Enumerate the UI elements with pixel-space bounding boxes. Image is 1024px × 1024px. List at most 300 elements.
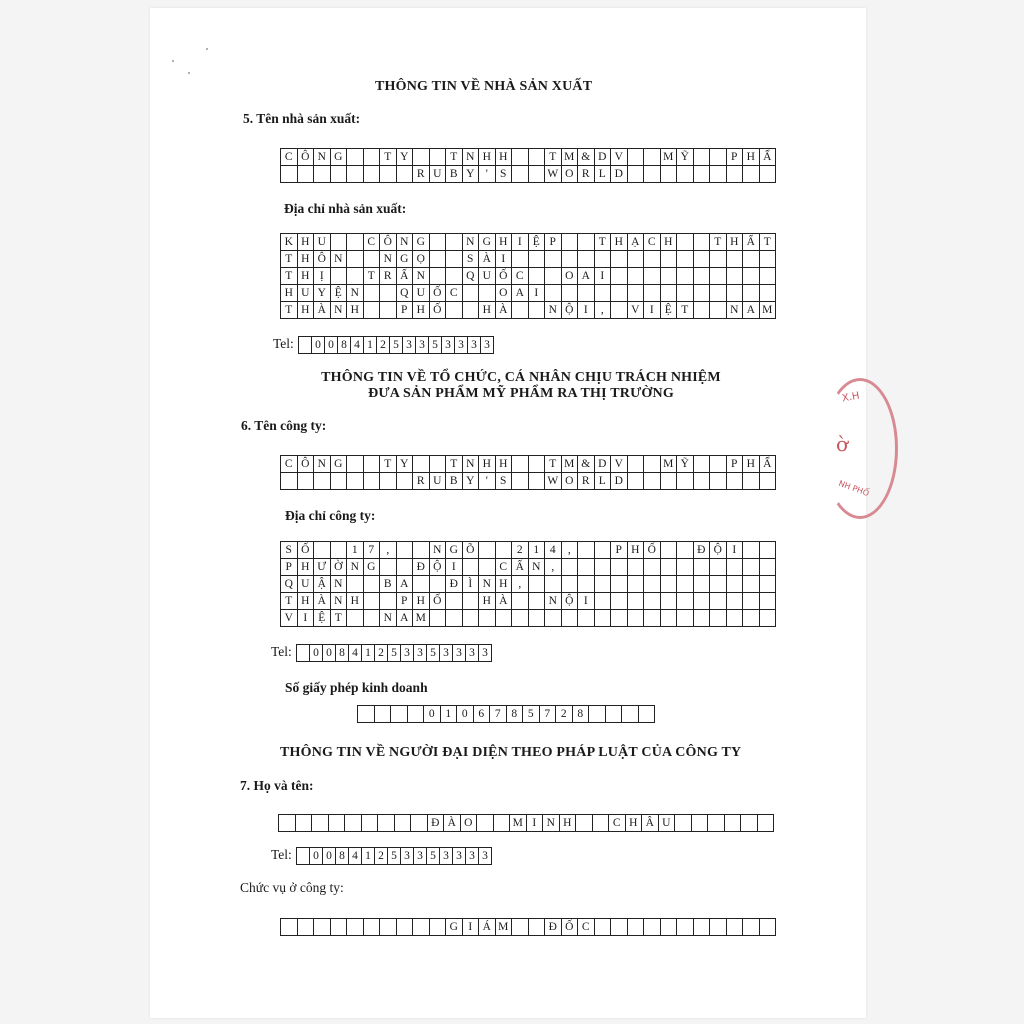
char-box: 8 bbox=[335, 847, 349, 865]
char-box bbox=[280, 472, 298, 490]
char-box bbox=[493, 814, 511, 832]
char-box: , bbox=[379, 541, 397, 559]
char-box bbox=[742, 472, 760, 490]
char-box bbox=[594, 918, 612, 936]
char-box: I bbox=[528, 284, 546, 302]
char-box: H bbox=[478, 592, 496, 610]
char-box: H bbox=[346, 592, 364, 610]
char-box: O bbox=[460, 814, 478, 832]
char-box bbox=[396, 541, 414, 559]
char-box bbox=[313, 918, 331, 936]
char-box: Ư bbox=[313, 558, 331, 576]
char-box: B bbox=[445, 165, 463, 183]
char-box: 3 bbox=[452, 847, 466, 865]
char-box: T bbox=[363, 267, 381, 285]
char-box bbox=[693, 284, 711, 302]
char-box bbox=[577, 609, 595, 627]
char-box: 2 bbox=[374, 644, 388, 662]
char-box: C bbox=[280, 148, 298, 166]
char-box bbox=[726, 250, 744, 268]
char-box: , bbox=[561, 541, 579, 559]
char-box bbox=[643, 250, 661, 268]
char-box: P bbox=[396, 301, 414, 319]
char-box: Ố bbox=[429, 301, 447, 319]
char-box: Q bbox=[280, 575, 298, 593]
char-box bbox=[643, 918, 661, 936]
char-box bbox=[577, 284, 595, 302]
char-box: À bbox=[313, 301, 331, 319]
char-box: O bbox=[495, 284, 513, 302]
char-box: 3 bbox=[465, 847, 479, 865]
char-box: & bbox=[577, 148, 595, 166]
char-box bbox=[709, 250, 727, 268]
char-box: N bbox=[429, 541, 447, 559]
char-box: H bbox=[297, 592, 315, 610]
char-box bbox=[638, 705, 656, 723]
char-box bbox=[627, 165, 645, 183]
business-license-value bbox=[357, 705, 655, 723]
char-box bbox=[594, 609, 612, 627]
char-box bbox=[660, 575, 678, 593]
char-box: P bbox=[726, 148, 744, 166]
char-box bbox=[330, 472, 348, 490]
char-box bbox=[709, 267, 727, 285]
char-box: N bbox=[346, 284, 364, 302]
char-box bbox=[660, 592, 678, 610]
char-box bbox=[627, 472, 645, 490]
stamp-text-bottom: NH PHỐ bbox=[837, 478, 871, 499]
char-box: H bbox=[627, 541, 645, 559]
char-box bbox=[693, 609, 711, 627]
char-box: G bbox=[396, 250, 414, 268]
char-box: T bbox=[280, 250, 298, 268]
char-box: T bbox=[544, 455, 562, 473]
char-box bbox=[298, 336, 312, 354]
char-box bbox=[759, 541, 777, 559]
char-box bbox=[313, 472, 331, 490]
char-box: T bbox=[379, 148, 397, 166]
char-box bbox=[693, 575, 711, 593]
char-box bbox=[394, 814, 412, 832]
char-box: Q bbox=[396, 284, 414, 302]
char-box bbox=[363, 918, 381, 936]
char-box bbox=[561, 284, 579, 302]
speck bbox=[188, 72, 190, 74]
char-box: Y bbox=[462, 165, 480, 183]
char-box bbox=[742, 592, 760, 610]
char-box bbox=[610, 558, 628, 576]
char-box bbox=[511, 148, 529, 166]
speck bbox=[206, 48, 208, 50]
char-box bbox=[643, 575, 661, 593]
company-tel-label: Tel: bbox=[271, 644, 292, 659]
company-address-row-5 bbox=[280, 609, 776, 627]
char-box bbox=[676, 575, 694, 593]
char-box: C bbox=[363, 233, 381, 251]
char-box: N bbox=[379, 250, 397, 268]
char-box: 3 bbox=[465, 644, 479, 662]
char-box bbox=[511, 918, 529, 936]
char-box: O bbox=[561, 267, 579, 285]
char-box: , bbox=[594, 301, 612, 319]
char-box bbox=[346, 165, 364, 183]
char-box: I bbox=[643, 301, 661, 319]
char-box bbox=[693, 592, 711, 610]
char-box: 3 bbox=[478, 847, 492, 865]
char-box bbox=[709, 592, 727, 610]
position-label: Chức vụ ở công ty: bbox=[240, 880, 344, 895]
manufacturer-tel-label: Tel: bbox=[273, 336, 294, 351]
char-box bbox=[709, 165, 727, 183]
char-box bbox=[726, 575, 744, 593]
char-box bbox=[462, 609, 480, 627]
char-box bbox=[709, 472, 727, 490]
char-box bbox=[742, 165, 760, 183]
char-box: 8 bbox=[337, 336, 351, 354]
char-box: T bbox=[280, 267, 298, 285]
char-box bbox=[726, 592, 744, 610]
char-box: L bbox=[594, 165, 612, 183]
char-box bbox=[676, 233, 694, 251]
char-box: N bbox=[330, 301, 348, 319]
char-box bbox=[742, 541, 760, 559]
char-box: G bbox=[478, 233, 496, 251]
char-box bbox=[528, 575, 546, 593]
char-box: 1 bbox=[528, 541, 546, 559]
char-box bbox=[726, 165, 744, 183]
char-box: 0 bbox=[423, 705, 441, 723]
char-box bbox=[627, 284, 645, 302]
char-box bbox=[363, 592, 381, 610]
char-box: M bbox=[412, 609, 430, 627]
char-box bbox=[528, 165, 546, 183]
char-box bbox=[379, 918, 397, 936]
char-box bbox=[544, 609, 562, 627]
char-box: R bbox=[577, 472, 595, 490]
char-box bbox=[759, 165, 777, 183]
char-box bbox=[759, 472, 777, 490]
char-box: R bbox=[412, 472, 430, 490]
char-box: M bbox=[660, 455, 678, 473]
manufacturer-address-row-4 bbox=[280, 284, 776, 302]
char-box: H bbox=[412, 592, 430, 610]
char-box bbox=[445, 250, 463, 268]
char-box bbox=[561, 575, 579, 593]
char-box: 7 bbox=[489, 705, 507, 723]
char-box: I bbox=[495, 250, 513, 268]
char-box bbox=[379, 592, 397, 610]
char-box: 1 bbox=[440, 705, 458, 723]
char-box: & bbox=[577, 455, 595, 473]
char-box bbox=[610, 575, 628, 593]
char-box bbox=[330, 541, 348, 559]
char-box: Ệ bbox=[313, 609, 331, 627]
char-box: H bbox=[495, 455, 513, 473]
char-box bbox=[709, 301, 727, 319]
char-box: N bbox=[313, 148, 331, 166]
char-box: 8 bbox=[506, 705, 524, 723]
char-box bbox=[742, 267, 760, 285]
char-box bbox=[594, 558, 612, 576]
company-address-row-4 bbox=[280, 592, 776, 610]
char-box bbox=[693, 918, 711, 936]
char-box: I bbox=[526, 814, 544, 832]
char-box bbox=[759, 267, 777, 285]
char-box: K bbox=[280, 233, 298, 251]
char-box bbox=[429, 250, 447, 268]
char-box: V bbox=[280, 609, 298, 627]
char-box: 5 bbox=[426, 644, 440, 662]
representative-name-value bbox=[278, 814, 774, 832]
char-box: Â bbox=[641, 814, 659, 832]
char-box bbox=[297, 472, 315, 490]
char-box: N bbox=[528, 558, 546, 576]
char-box: 1 bbox=[361, 644, 375, 662]
char-box: 7 bbox=[539, 705, 557, 723]
char-box bbox=[676, 284, 694, 302]
section7-heading: THÔNG TIN VỀ NGƯỜI ĐẠI DIỆN THEO PHÁP LUẬT CỦA CÔNG TY bbox=[280, 745, 742, 760]
char-box: P bbox=[396, 592, 414, 610]
char-box bbox=[280, 918, 298, 936]
char-box: U bbox=[297, 575, 315, 593]
char-box: Ấ bbox=[396, 267, 414, 285]
char-box: H bbox=[495, 148, 513, 166]
char-box bbox=[759, 609, 777, 627]
char-box: N bbox=[396, 233, 414, 251]
char-box: I bbox=[594, 267, 612, 285]
char-box: T bbox=[445, 455, 463, 473]
char-box bbox=[445, 233, 463, 251]
char-box bbox=[528, 918, 546, 936]
char-box bbox=[709, 558, 727, 576]
char-box: R bbox=[379, 267, 397, 285]
char-box: Ộ bbox=[709, 541, 727, 559]
char-box: N bbox=[726, 301, 744, 319]
char-box: I bbox=[462, 918, 480, 936]
char-box: 5 bbox=[389, 336, 403, 354]
char-box bbox=[561, 609, 579, 627]
char-box: B bbox=[445, 472, 463, 490]
char-box: Ệ bbox=[330, 284, 348, 302]
char-box bbox=[330, 233, 348, 251]
char-box bbox=[280, 165, 298, 183]
char-box bbox=[544, 250, 562, 268]
char-box bbox=[643, 455, 661, 473]
char-box: Ô bbox=[313, 250, 331, 268]
char-box bbox=[313, 541, 331, 559]
char-box bbox=[511, 165, 529, 183]
char-box: Ệ bbox=[660, 301, 678, 319]
char-box: Đ bbox=[693, 541, 711, 559]
char-box bbox=[676, 472, 694, 490]
char-box: 3 bbox=[454, 336, 468, 354]
char-box bbox=[660, 558, 678, 576]
char-box: N bbox=[544, 301, 562, 319]
char-box: 1 bbox=[361, 847, 375, 865]
speck bbox=[172, 60, 174, 62]
representative-tel-value bbox=[296, 847, 492, 865]
stamp-text-center: ờ bbox=[836, 432, 849, 456]
char-box: N bbox=[330, 250, 348, 268]
char-box bbox=[429, 455, 447, 473]
char-box bbox=[676, 592, 694, 610]
char-box bbox=[660, 284, 678, 302]
char-box bbox=[610, 918, 628, 936]
char-box bbox=[627, 592, 645, 610]
char-box: ' bbox=[478, 165, 496, 183]
company-name-row-1 bbox=[280, 455, 776, 473]
char-box: P bbox=[280, 558, 298, 576]
char-box: Ọ bbox=[412, 250, 430, 268]
company-address-label: Địa chỉ công ty: bbox=[285, 508, 376, 523]
char-box: Ô bbox=[297, 455, 315, 473]
char-box: À bbox=[443, 814, 461, 832]
char-box bbox=[610, 250, 628, 268]
char-box bbox=[445, 609, 463, 627]
char-box: I bbox=[726, 541, 744, 559]
char-box bbox=[396, 558, 414, 576]
char-box bbox=[643, 148, 661, 166]
section6-heading-line2: ĐƯA SẢN PHẨM MỸ PHẨM RA THỊ TRƯỜNG bbox=[368, 386, 674, 401]
char-box: , bbox=[544, 558, 562, 576]
char-box bbox=[528, 250, 546, 268]
char-box bbox=[429, 575, 447, 593]
char-box: W bbox=[544, 165, 562, 183]
char-box: C bbox=[608, 814, 626, 832]
char-box bbox=[528, 455, 546, 473]
char-box: Ố bbox=[561, 918, 579, 936]
char-box bbox=[363, 455, 381, 473]
char-box: Ậ bbox=[313, 575, 331, 593]
char-box bbox=[660, 267, 678, 285]
char-box: R bbox=[577, 165, 595, 183]
char-box: Ố bbox=[429, 592, 447, 610]
char-box: U bbox=[429, 165, 447, 183]
char-box: Y bbox=[313, 284, 331, 302]
char-box: Y bbox=[462, 472, 480, 490]
char-box bbox=[693, 267, 711, 285]
char-box bbox=[462, 301, 480, 319]
char-box bbox=[643, 609, 661, 627]
char-box: I bbox=[297, 609, 315, 627]
company-tel-value bbox=[296, 644, 492, 662]
char-box: S bbox=[495, 165, 513, 183]
char-box: 3 bbox=[400, 847, 414, 865]
char-box bbox=[495, 609, 513, 627]
char-box bbox=[742, 609, 760, 627]
char-box: T bbox=[445, 148, 463, 166]
char-box: 6 bbox=[473, 705, 491, 723]
char-box bbox=[594, 575, 612, 593]
char-box: Ô bbox=[379, 233, 397, 251]
char-box: H bbox=[559, 814, 577, 832]
char-box bbox=[544, 284, 562, 302]
char-box: T bbox=[379, 455, 397, 473]
char-box: H bbox=[297, 267, 315, 285]
char-box: A bbox=[511, 284, 529, 302]
company-address-row-3 bbox=[280, 575, 776, 593]
manufacturer-tel-value bbox=[298, 336, 494, 354]
char-box bbox=[709, 918, 727, 936]
char-box bbox=[742, 250, 760, 268]
char-box: M bbox=[759, 301, 777, 319]
char-box bbox=[707, 814, 725, 832]
char-box: U bbox=[313, 233, 331, 251]
char-box bbox=[396, 472, 414, 490]
char-box: H bbox=[346, 301, 364, 319]
char-box bbox=[577, 558, 595, 576]
char-box: P bbox=[726, 455, 744, 473]
char-box bbox=[528, 301, 546, 319]
char-box: Đ bbox=[412, 558, 430, 576]
char-box: Ờ bbox=[330, 558, 348, 576]
char-box bbox=[445, 592, 463, 610]
char-box bbox=[742, 284, 760, 302]
char-box: G bbox=[412, 233, 430, 251]
char-box bbox=[693, 301, 711, 319]
char-box bbox=[660, 918, 678, 936]
char-box: N bbox=[462, 455, 480, 473]
char-box: U bbox=[429, 472, 447, 490]
char-box: H bbox=[742, 455, 760, 473]
char-box bbox=[577, 250, 595, 268]
char-box: H bbox=[412, 301, 430, 319]
char-box bbox=[610, 592, 628, 610]
char-box: Ố bbox=[643, 541, 661, 559]
char-box: C bbox=[280, 455, 298, 473]
char-box bbox=[627, 918, 645, 936]
char-box bbox=[462, 284, 480, 302]
char-box: G bbox=[330, 455, 348, 473]
manufacturer-address-row-3 bbox=[280, 267, 776, 285]
char-box: 5 bbox=[387, 847, 401, 865]
char-box bbox=[676, 609, 694, 627]
char-box: D bbox=[594, 455, 612, 473]
char-box bbox=[363, 609, 381, 627]
char-box bbox=[676, 558, 694, 576]
char-box: N bbox=[542, 814, 560, 832]
char-box bbox=[346, 148, 364, 166]
char-box: Á bbox=[478, 918, 496, 936]
char-box: H bbox=[478, 455, 496, 473]
char-box bbox=[511, 455, 529, 473]
manufacturer-address-row-2 bbox=[280, 250, 776, 268]
char-box bbox=[544, 575, 562, 593]
char-box: V bbox=[610, 148, 628, 166]
char-box bbox=[330, 267, 348, 285]
char-box bbox=[709, 609, 727, 627]
char-box: Ộ bbox=[561, 592, 579, 610]
char-box: M bbox=[495, 918, 513, 936]
char-box: 2 bbox=[555, 705, 573, 723]
char-box bbox=[627, 148, 645, 166]
char-box: T bbox=[280, 592, 298, 610]
manufacturer-address-row-5 bbox=[280, 301, 776, 319]
char-box: À bbox=[478, 250, 496, 268]
char-box bbox=[478, 558, 496, 576]
char-box bbox=[511, 592, 529, 610]
char-box: Đ bbox=[427, 814, 445, 832]
char-box bbox=[726, 284, 744, 302]
char-box bbox=[660, 472, 678, 490]
char-box bbox=[357, 705, 375, 723]
char-box: Đ bbox=[544, 918, 562, 936]
char-box: , bbox=[511, 575, 529, 593]
char-box bbox=[346, 455, 364, 473]
char-box: 8 bbox=[335, 644, 349, 662]
char-box bbox=[724, 814, 742, 832]
char-box bbox=[577, 575, 595, 593]
